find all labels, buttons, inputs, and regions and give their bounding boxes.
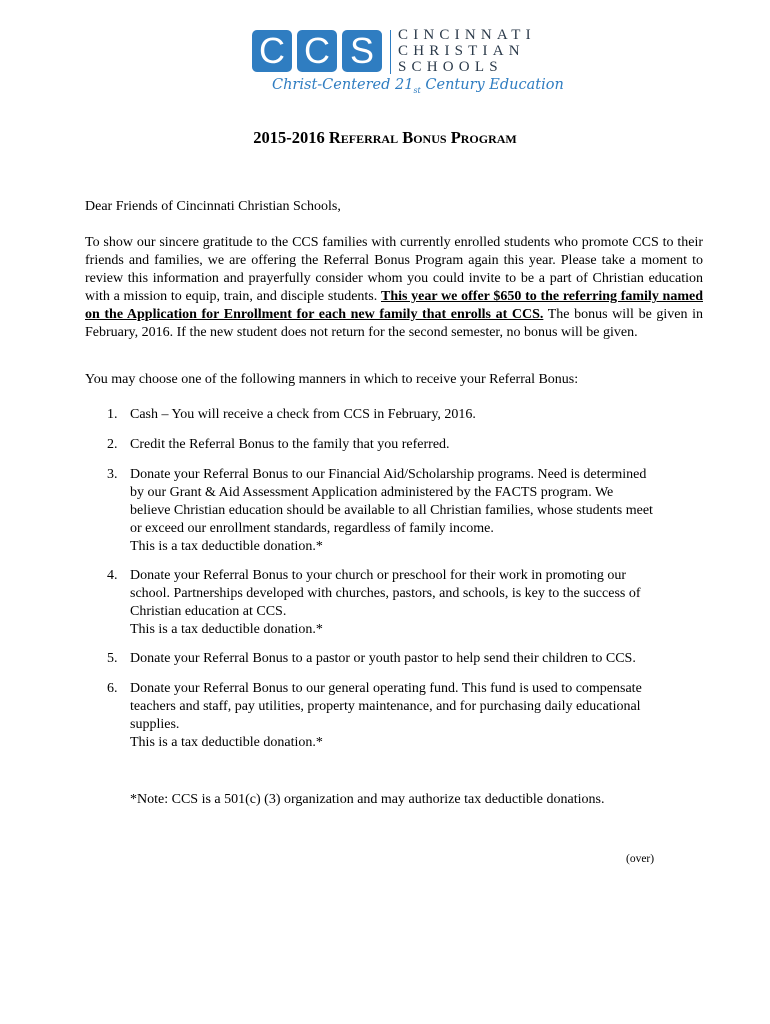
page-title: 2015-2016 Referral Bonus Program bbox=[253, 128, 517, 147]
logo-letter-s: S bbox=[342, 30, 382, 72]
ccs-logo bbox=[250, 24, 564, 100]
choose-instructions: You may choose one of the following manners in which to receive your Referral Bonus: bbox=[85, 372, 579, 387]
logo-tagline: Christ-Centered $21_{st}$ Century Education bbox=[272, 77, 564, 95]
document-page: C C S CINCINNATI CHRISTIAN SCHOOLS Christ-Centered $21_{st}$ Century Education 2015-2016 Referral Bonus Program Dear Friends of Cincinnati Christian Schools, To show our sincere gratitude to the CCS families with currently enrolled students who promote CCS to their friends and families, we are offering the Referral Bonus Program again this year. Please take a moment to review this information and prayerfully consider whom you could invite to be a part of Christian education with a mission to equip, train, and disciple students. This year we offer $650 to the referring family named on the Application for Enrollment for each new family that enrolls at CCS. The bonus will be given in February, 2016. If the new student does not return for the second semester, no bonus will be given. You may choose one of the following manners in which to receive your Referral Bonus: 1. Cash – You will receive a check from CCS in February, 2016. 2. Credit the Referral Bonus to the family that you referred. 3. Donate your Referral Bonus to our Financial Aid/Scholarship programs. Need is determined by our Grant & Aid Assessment Application administered by the FACTS program. We believe Christian education should be available to all Christian families, whose students meet or exceed our enrollment standards, regardless of family income. This is a tax deductible donation.* 4. Donate your Referral Bonus to your church or preschool for their work in promoting our school. Partnerships developed with churches, pastors, and schools, is key to the success of Christian education at CCS. This is a tax deductible donation.* 5. Donate your Referral Bonus to a pastor or youth pastor to help send their children to CCS. 6. Donate your Referral Bonus to our general operating fund. This fund is used to compensate teachers and staff, pay utilities, property maintenance, and for purchasing daily educational supplies. This is a tax deductible donation.* *Note: CCS is a 501(c) (3) organization and may authorize tax deductible donations. (over) bbox=[0, 0, 770, 1024]
salutation: Dear Friends of Cincinnati Christian Schools, bbox=[85, 199, 341, 214]
intro-paragraph: To show our sincere gratitude to the CCS families with currently enrolled students who promote CCS to their friends and families, we are offering the Referral Bonus Program again this year. Please take a moment to review this information and prayerfully consider whom you could invite to be a part of Christian education with a mission to equip, train, and disciple students. This year we offer $650 to the referring family named on the Application for Enrollment for each new family that enrolls at CCS. The bonus will be given in February, 2016. If the new student does not return for the second semester, no bonus will be given. bbox=[85, 235, 703, 340]
over-indicator: (over) bbox=[626, 853, 655, 865]
tax-note: *Note: CCS is a 501(c) (3) organization and may authorize tax deductible donations. bbox=[130, 792, 605, 807]
logo-divider bbox=[390, 30, 391, 74]
logo-name-line-3: SCHOOLS bbox=[398, 59, 503, 75]
logo-letter-c1: C bbox=[252, 30, 292, 72]
logo-name-line-1: CINCINNATI bbox=[398, 27, 536, 43]
logo-name-line-2: CHRISTIAN bbox=[398, 43, 525, 59]
bonus-highlight: This year we offer $650 to the referring family named on the Application for Enrollment for each new family that enrolls at CCS. bbox=[85, 289, 703, 322]
logo-letter-c2: C bbox=[297, 30, 337, 72]
